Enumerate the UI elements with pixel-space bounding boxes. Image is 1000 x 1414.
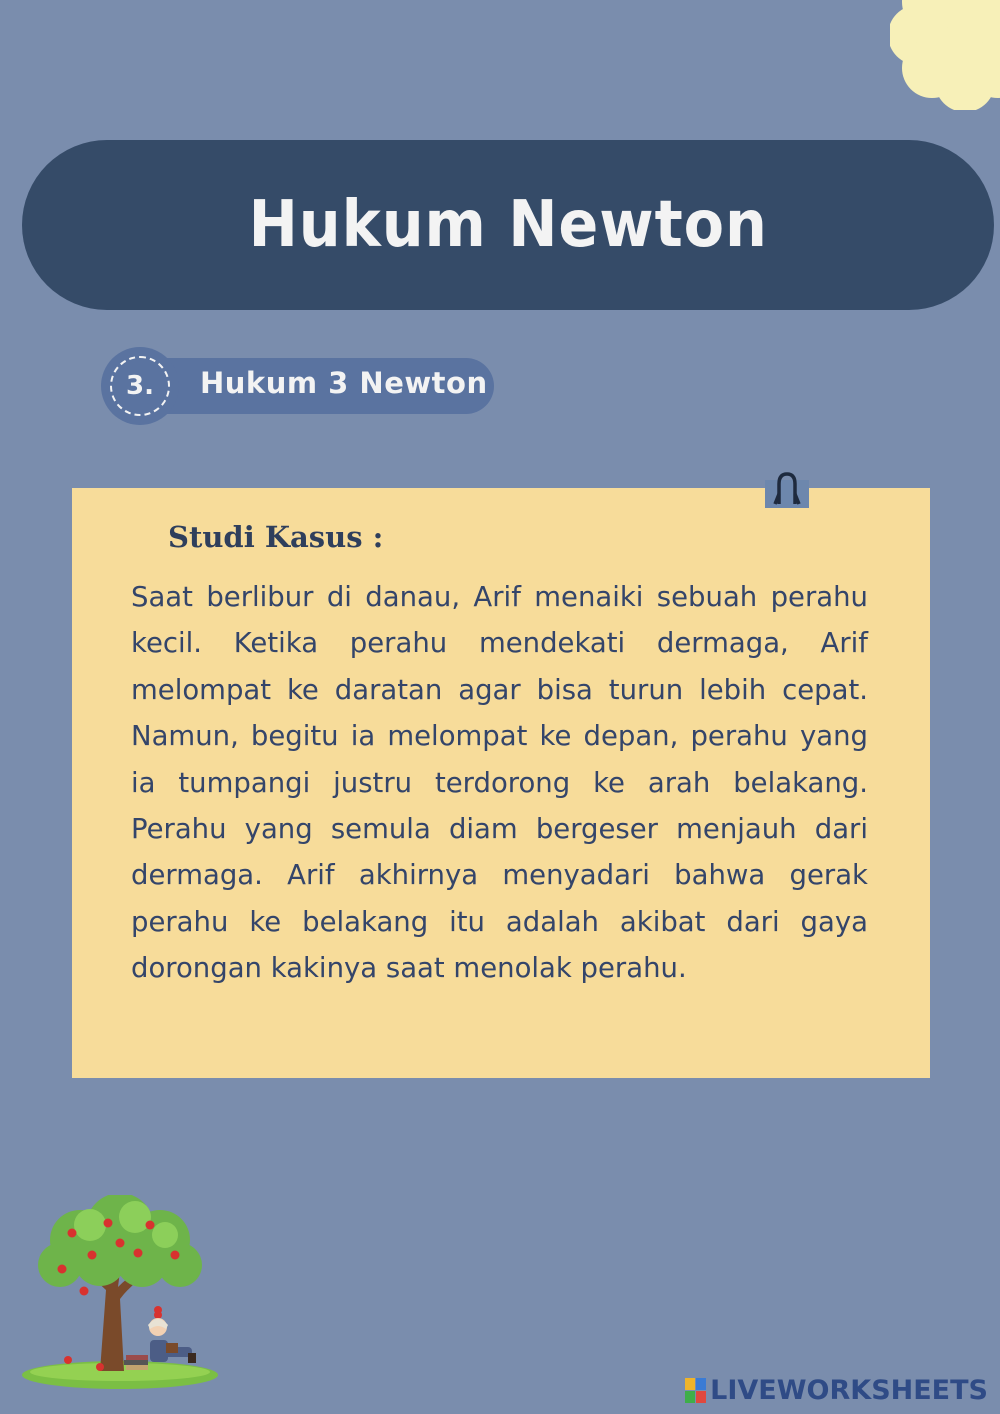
liveworksheets-logo-icon xyxy=(685,1378,707,1404)
liveworksheets-logo xyxy=(685,1375,988,1406)
note-body-text: Saat berlibur di danau, Arif menaiki sebuah perahu kecil. Ketika perahu mendekati dermaga, Arif melompat ke daratan agar bisa turun lebih cepat. Namun, begitu ia melompat ke depan, perahu yang ia tumpangi justru terdorong ke arah belakang. Perahu yang semula diam bergeser menjauh dari dermaga. Arif akhirnya menyadari bahwa gerak perahu ke belakang itu adalah akibat dari gaya dorongan kakinya saat menolak perahu. xyxy=(131,581,868,985)
flower-decoration xyxy=(890,0,1000,110)
title-banner xyxy=(22,140,994,310)
section-number: 3. xyxy=(110,356,170,416)
footer-brand: LIVEWORKSHEETS xyxy=(710,1375,988,1406)
newton-apple-tree-illustration xyxy=(20,1195,220,1395)
section-label: Hukum 3 Newton xyxy=(200,366,488,400)
paper-clip-icon xyxy=(765,470,809,510)
section-number-badge xyxy=(101,347,179,425)
note-heading: Studi Kasus : xyxy=(168,520,384,554)
page-title: Hukum Newton xyxy=(248,188,768,262)
